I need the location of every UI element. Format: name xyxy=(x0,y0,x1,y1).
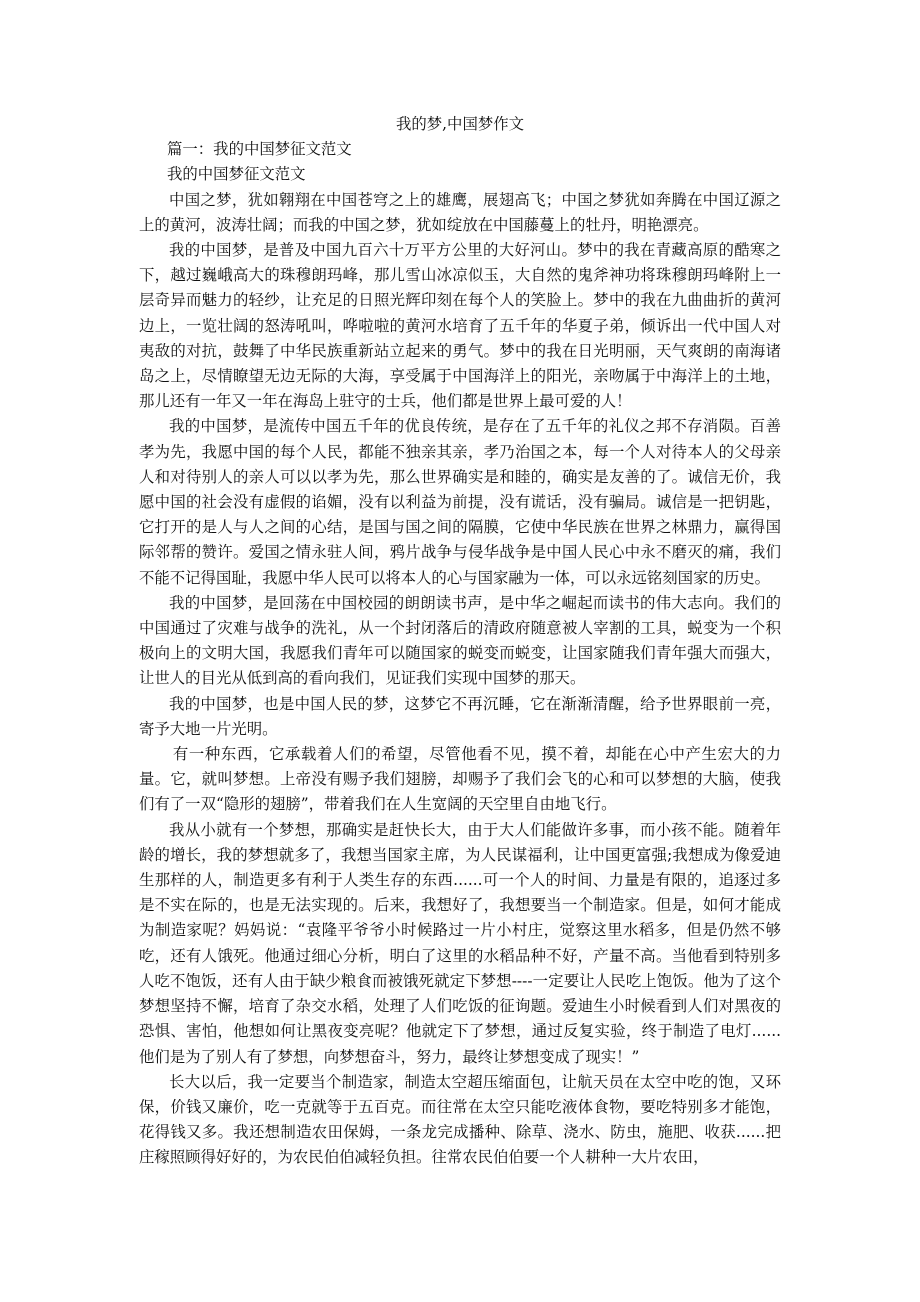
body-paragraph: 我的中国梦，是流传中国五千年的优良传统，是存在了五千年的礼仪之邦不存消陨。百善孝为先，我愿中国的每个人民，都能不独亲其亲，孝乃治国之本，每一个人对待本人的父母亲人和对待别人的亲人可以以孝为先，那么世界确实是和睦的，确实是友善的了。诚信无价，我愿中国的社会没有虚假的谄媚，没有以利益为前提，没有谎话，没有骗局。诚信是一把钥匙，它打开的是人与人之间的心结，是国与国之间的隔膜，它使中华民族在世界之林鼎力，赢得国际邻帮的赞许。爱国之情永驻人间，鸦片战争与侵华战争是中国人民心中永不磨灭的痛，我们不能不记得国耻，我愿中华人民可以将本人的心与国家融为一体，可以永远铭刻国家的历史。 xyxy=(139,417,781,587)
body-paragraph: 我的中国梦，是普及中国九百六十万平方公里的大好河山。梦中的我在青藏高原的酷寒之下，越过巍峨高大的珠穆朗玛峰，那儿雪山冰凉似玉，大自然的鬼斧神功将珠穆朗玛峰附上一层奇异而魅力的轻纱，让充足的日照光辉印刻在每个人的笑脸上。梦中的我在九曲曲折的黄河边上，一览壮阔的怒涛吼叫，哗啦啦的黄河水培育了五千年的华夏子弟，倾诉出一代中国人对夷敌的对抗，鼓舞了中华民族重新站立起来的勇气。梦中的我在日光明丽，天气爽朗的南海诸岛之上，尽情瞭望无边无际的大海，享受属于中国海洋上的阳光，亲吻属于中海洋上的土地，那儿还有一年又一年在海岛上驻守的士兵，他们都是世界上最可爱的人！ xyxy=(139,241,781,411)
sub-heading: 我的中国梦征文范文 xyxy=(167,165,306,184)
body-paragraph: 长大以后，我一定要当个制造家，制造太空超压缩面包，让航天员在太空中吃的饱，又环保，价钱又廉价，吃一克就等于五百克。而往常在太空只能吃液体食物，要吃特别多才能饱，花得钱又多。我还想制造农田保姆，一条龙完成播种、除草、浇水、防虫，施肥、收获......把庄稼照顾得好好的，为农民伯伯减轻负担。往常农民伯伯要一个人耕种一大片农田， xyxy=(139,1072,781,1167)
body-paragraph: 中国之梦，犹如翱翔在中国苍穹之上的雄鹰，展翅高飞；中国之梦犹如奔腾在中国辽源之上的黄河，波涛壮阔；而我的中国之梦，犹如绽放在中国藤蔓上的牡丹，明艳漂亮。 xyxy=(139,190,781,234)
body-paragraph: 我从小就有一个梦想，那确实是赶快长大，由于大人们能做许多事，而小孩不能。随着年龄的增长，我的梦想就多了，我想当国家主席，为人民谋福利，让中国更富强;我想成为像爱迪生那样的人，制造更多有利于人类生存的东西......可一个人的时间、力量是有限的，追逐过多是不实在际的，也是无法实现的。后来，我想好了，我想要当一个制造家。但是，如何才能成为制造家呢？妈妈说：“袁隆平爷爷小时候路过一片小村庄，觉察这里水稻多，但是仍然不够吃，还有人饿死。他通过细心分析，明白了这里的水稻品种不好，产量不高。当他看到特别多人吃不饱饭，还有人由于缺少粮食而被饿死就定下梦想----一定要让人民吃上饱饭。他为了这个梦想坚持不懈，培育了杂交水稻，处理了人们吃饭的征询题。爱迪生小时候看到人们对黑夜的恐惧、害怕，他想如何让黑夜变亮呢？他就定下了梦想，通过反复实验，终于制造了电灯......他们是为了别人有了梦想，向梦想奋斗，努力，最终让梦想变成了现实！” xyxy=(139,820,781,1066)
document-title: 我的梦,中国梦作文 xyxy=(395,115,525,133)
document-page xyxy=(139,112,781,1171)
body-paragraph: 我的中国梦，也是中国人民的梦，这梦它不再沉睡，它在渐渐清醒，给予世界眼前一亮，寄予大地一片光明。 xyxy=(139,694,781,738)
body-paragraph: 我的中国梦，是回荡在中国校园的朗朗读书声，是中华之崛起而读书的伟大志向。我们的中国通过了灾难与战争的洗礼，从一个封闭落后的清政府随意被人宰割的工具，蜕变为一个积极向上的文明大国，我愿我们青年可以随国家的蜕变而蜕变，让国家随我们青年强大而强大，让世人的目光从低到高的看向我们，见证我们实现中国梦的那天。 xyxy=(139,593,781,688)
section-heading: 篇一：我的中国梦征文范文 xyxy=(167,140,352,159)
body-paragraph: 有一种东西，它承载着人们的希望，尽管他看不见，摸不着，却能在心中产生宏大的力量。它，就叫梦想。上帝没有赐予我们翅膀，却赐予了我们会飞的心和可以梦想的大脑，使我们有了一双“隐形的翅膀”，带着我们在人生宽阔的天空里自由地飞行。 xyxy=(139,745,781,814)
